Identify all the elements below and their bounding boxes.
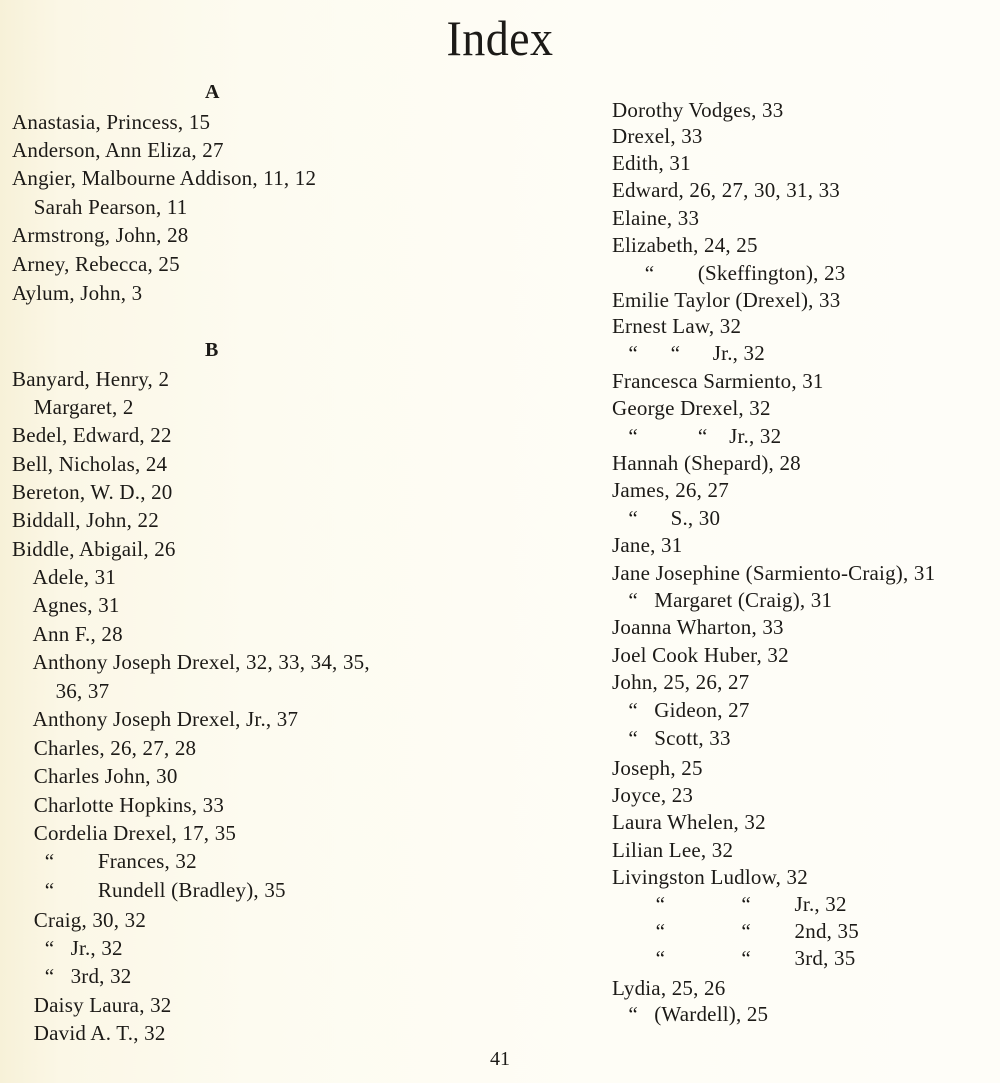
index-entry: Laura Whelen, 32 <box>612 810 766 834</box>
index-entry: Agnes, 31 <box>12 593 120 617</box>
index-entry: 36, 37 <box>12 679 110 703</box>
page-number: 41 <box>490 1048 510 1070</box>
index-entry: Lilian Lee, 32 <box>612 838 734 862</box>
index-entry: “ (Skeffington), 23 <box>612 261 846 285</box>
index-entry: Arney, Rebecca, 25 <box>12 252 180 276</box>
index-entry: Livingston Ludlow, 32 <box>612 865 808 889</box>
index-entry: Biddle, Abigail, 26 <box>12 537 176 561</box>
index-entry: “ “ Jr., 32 <box>612 341 765 365</box>
index-entry: Charlotte Hopkins, 33 <box>12 793 225 817</box>
index-entry: Francesca Sarmiento, 31 <box>612 369 824 393</box>
index-entry: Bell, Nicholas, 24 <box>12 452 168 476</box>
index-entry: Anastasia, Princess, 15 <box>12 110 211 134</box>
index-entry: Joseph, 25 <box>612 756 703 780</box>
index-entry: Elaine, 33 <box>612 206 700 230</box>
index-entry: James, 26, 27 <box>612 478 729 502</box>
index-entry: Charles John, 30 <box>12 764 178 788</box>
index-entry: “ “ 3rd, 35 <box>612 946 856 970</box>
index-entry: “ S., 30 <box>612 506 721 530</box>
index-entry: Edith, 31 <box>612 151 691 175</box>
index-entry: “ Margaret (Craig), 31 <box>612 588 833 612</box>
index-entry: Adele, 31 <box>12 565 117 589</box>
index-entry: Jane, 31 <box>612 533 683 557</box>
index-entry: Emilie Taylor (Drexel), 33 <box>612 288 841 312</box>
index-entry: Anthony Joseph Drexel, Jr., 37 <box>12 707 299 731</box>
index-entry: “ 3rd, 32 <box>12 964 132 988</box>
index-entry: Hannah (Shepard), 28 <box>612 451 801 475</box>
index-entry: “ “ Jr., 32 <box>612 424 782 448</box>
index-entry: Lydia, 25, 26 <box>612 976 726 1000</box>
index-entry: “ (Wardell), 25 <box>612 1002 769 1026</box>
page-title: Index <box>446 10 554 66</box>
index-entry: Bedel, Edward, 22 <box>12 423 172 447</box>
index-entry: Sarah Pearson, 11 <box>12 195 188 219</box>
section-letter-b: B <box>205 339 219 361</box>
index-entry: Jane Josephine (Sarmiento-Craig), 31 <box>612 561 936 585</box>
index-entry: “ Frances, 32 <box>12 849 197 873</box>
index-entry: “ Scott, 33 <box>612 726 731 750</box>
index-entry: Ann F., 28 <box>12 622 123 646</box>
index-entry: “ “ 2nd, 35 <box>612 919 859 943</box>
index-entry: Charles, 26, 27, 28 <box>12 736 197 760</box>
index-entry: Elizabeth, 24, 25 <box>612 233 758 257</box>
index-entry: Banyard, Henry, 2 <box>12 367 170 391</box>
index-entry: Anthony Joseph Drexel, 32, 33, 34, 35, <box>12 650 370 674</box>
section-letter-a: A <box>205 81 220 103</box>
index-entry: “ “ Jr., 32 <box>612 892 847 916</box>
index-entry: “ Gideon, 27 <box>612 698 750 722</box>
index-entry: Joel Cook Huber, 32 <box>612 643 789 667</box>
index-entry: Anderson, Ann Eliza, 27 <box>12 138 224 162</box>
index-entry: Joanna Wharton, 33 <box>612 615 784 639</box>
index-entry: Margaret, 2 <box>12 395 134 419</box>
index-entry: “ Rundell (Bradley), 35 <box>12 878 286 902</box>
index-entry: John, 25, 26, 27 <box>612 670 750 694</box>
index-entry: Edward, 26, 27, 30, 31, 33 <box>612 178 841 202</box>
index-entry: Craig, 30, 32 <box>12 908 147 932</box>
index-entry: Drexel, 33 <box>612 124 703 148</box>
index-entry: Daisy Laura, 32 <box>12 993 172 1017</box>
index-entry: Cordelia Drexel, 17, 35 <box>12 821 237 845</box>
index-entry: Ernest Law, 32 <box>612 314 742 338</box>
index-entry: Armstrong, John, 28 <box>12 223 189 247</box>
index-entry: Bereton, W. D., 20 <box>12 480 173 504</box>
index-entry: Angier, Malbourne Addison, 11, 12 <box>12 166 317 190</box>
index-entry: Dorothy Vodges, 33 <box>612 98 784 122</box>
index-entry: David A. T., 32 <box>12 1021 166 1045</box>
index-entry: Aylum, John, 3 <box>12 281 143 305</box>
index-entry: “ Jr., 32 <box>12 936 123 960</box>
index-entry: Joyce, 23 <box>612 783 694 807</box>
index-entry: George Drexel, 32 <box>612 396 771 420</box>
index-entry: Biddall, John, 22 <box>12 508 159 532</box>
